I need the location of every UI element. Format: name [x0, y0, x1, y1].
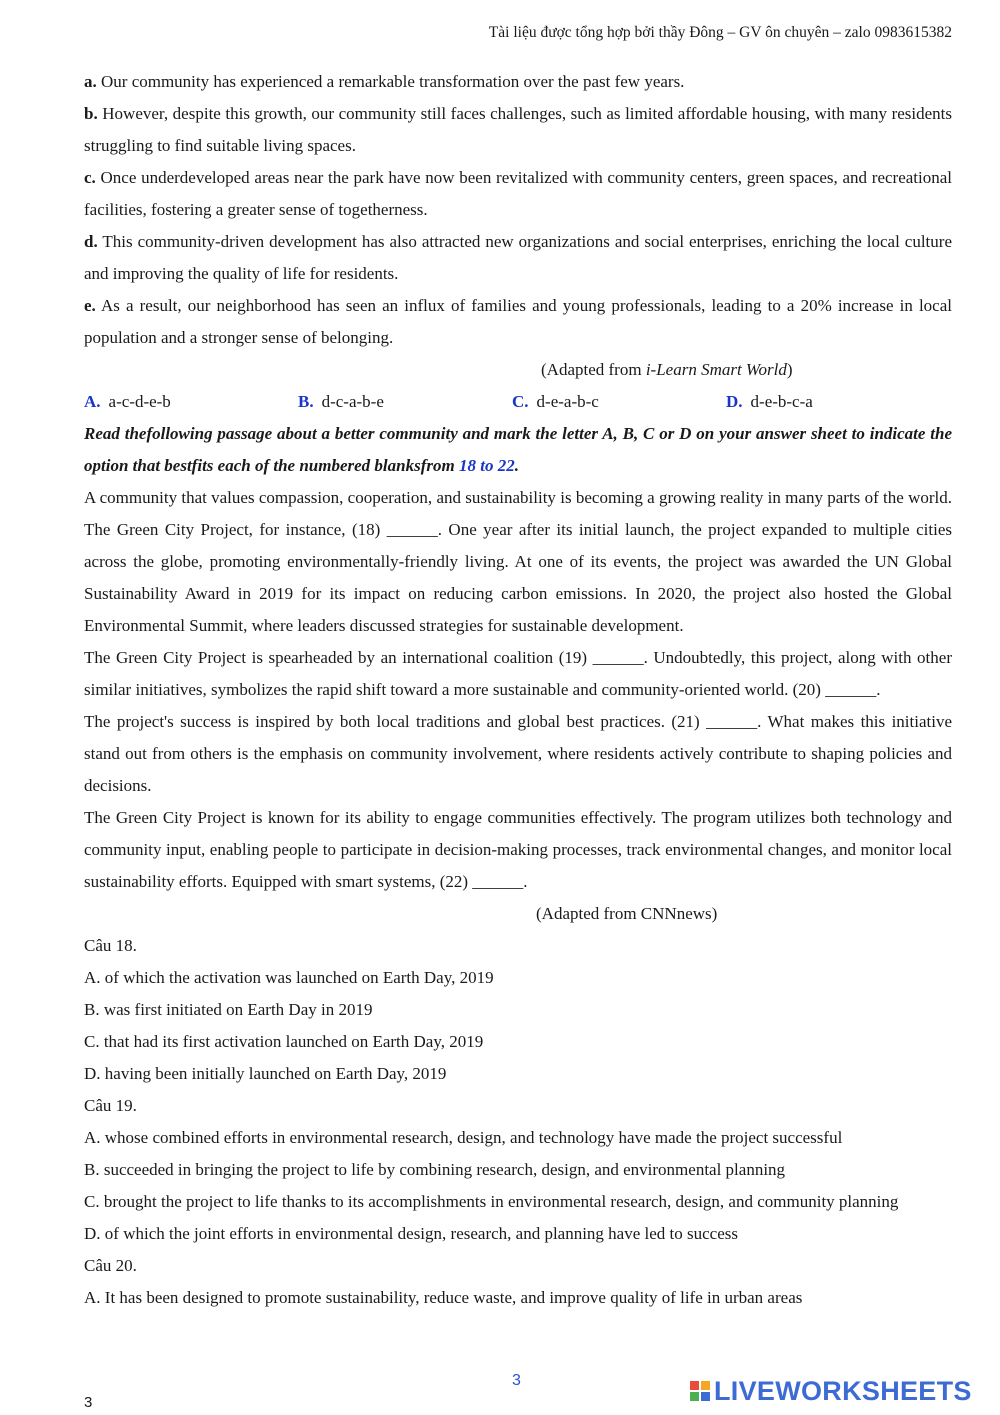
question-18	[84, 930, 952, 1090]
question-option[interactable]: D. having been initially launched on Earth Day, 2019	[84, 1064, 447, 1083]
worksheet-content	[84, 66, 952, 1314]
passage-paragraph: A community that values compassion, cooperation, and sustainability is becoming a growing reality in many parts of the world. The Green City Project, for instance, (18) ______. One year after its initial launch, the project expanded to multiple cities across the globe, promoting environmentally-friendly living. At one of its events, the project was awarded the UN Global Sustainability Award in 2019 for its impact on reducing carbon emissions. In 2020, the project also hosted the Global Environmental Summit, where leaders discussed strategies for sustainable development.	[84, 488, 952, 635]
logo-square	[701, 1392, 710, 1401]
question-option[interactable]: B. succeeded in bringing the project to life by combining research, design, and environmental planning	[84, 1160, 786, 1179]
passage	[84, 482, 952, 898]
question-option[interactable]: C. that had its first activation launched on Earth Day, 2019	[84, 1032, 484, 1051]
question-20	[84, 1250, 952, 1314]
passage-paragraph: The project's success is inspired by both local traditions and global best practices. (21) ______. What makes this initiative stand out from others is the emphasis on community involvement, where residents actively contribute to shaping policies and decisions.	[84, 712, 952, 795]
liveworksheets-logo	[690, 1376, 972, 1406]
page-number-bottom: 3	[84, 1394, 93, 1411]
logo-square	[690, 1381, 699, 1390]
passage-paragraph: The Green City Project is spearheaded by an international coalition (19) ______. Undoubtedly, this project, along with other similar initiatives, symbolizes the rapid shift toward a more sustainable and community-oriented world. (20) ______.	[84, 648, 952, 699]
instruction: Read thefollowing passage about a better community and mark the letter A, B, C or D on your answer sheet to indicate the option that bestfits each of the numbered blanksfrom 18 to 22.	[84, 424, 952, 475]
logo-square	[701, 1381, 710, 1390]
question-option[interactable]: A. whose combined efforts in environmental research, design, and technology have made the project successful	[84, 1128, 843, 1147]
question-19	[84, 1090, 952, 1250]
source-citation: (Adapted from i-Learn Smart World)	[541, 360, 793, 379]
ordering-sentences	[84, 66, 952, 354]
question-label: Câu 20.	[84, 1256, 137, 1275]
option-c[interactable]: C. d-e-a-b-c	[512, 392, 599, 411]
answer-options-17	[84, 386, 952, 418]
page-number: 3	[512, 1372, 521, 1389]
ordering-item-a: a. Our community has experienced a remarkable transformation over the past few years.	[84, 72, 685, 91]
passage-paragraph: The Green City Project is known for its ability to engage communities effectively. The program utilizes both technology and community input, enabling people to participate in decision-making processes, track environmental changes, and monitor local sustainability efforts. Equipped with smart systems, (22) ______.	[84, 808, 952, 891]
question-option[interactable]: C. brought the project to life thanks to its accomplishments in environmental research, design, and community planning	[84, 1192, 899, 1211]
option-d[interactable]: D. d-e-b-c-a	[726, 392, 813, 411]
passage-source: (Adapted from CNNnews)	[536, 904, 718, 923]
logo-square	[690, 1392, 699, 1401]
logo-text: LIVEWORKSHEETS	[714, 1375, 972, 1406]
question-label: Câu 18.	[84, 936, 137, 955]
ordering-item-e: e. As a result, our neighborhood has seen an influx of families and young professionals, leading to a 20% increase in local population and a stronger sense of belonging.	[84, 296, 952, 347]
ordering-item-b: b. However, despite this growth, our community still faces challenges, such as limited affordable housing, with many residents struggling to find suitable living spaces.	[84, 104, 952, 155]
ordering-item-c: c. Once underdeveloped areas near the park have now been revitalized with community centers, green spaces, and recreational facilities, fostering a greater sense of togetherness.	[84, 168, 952, 219]
option-a[interactable]: A. a-c-d-e-b	[84, 392, 171, 411]
question-option[interactable]: B. was first initiated on Earth Day in 2019	[84, 1000, 373, 1019]
question-label: Câu 19.	[84, 1096, 137, 1115]
question-option[interactable]: A. It has been designed to promote sustainability, reduce waste, and improve quality of life in urban areas	[84, 1288, 803, 1307]
option-b[interactable]: B. d-c-a-b-e	[298, 392, 384, 411]
question-option[interactable]: A. of which the activation was launched on Earth Day, 2019	[84, 968, 494, 987]
question-option[interactable]: D. of which the joint efforts in environmental design, research, and planning have led to success	[84, 1224, 739, 1243]
page-header: Tài liệu được tổng hợp bởi thầy Đông – GV ôn chuyên – zalo 0983615382	[488, 24, 952, 41]
ordering-item-d: d. This community-driven development has also attracted new organizations and social enterprises, enriching the local culture and improving the quality of life for residents.	[84, 232, 952, 283]
logo-grid-icon	[690, 1381, 710, 1401]
